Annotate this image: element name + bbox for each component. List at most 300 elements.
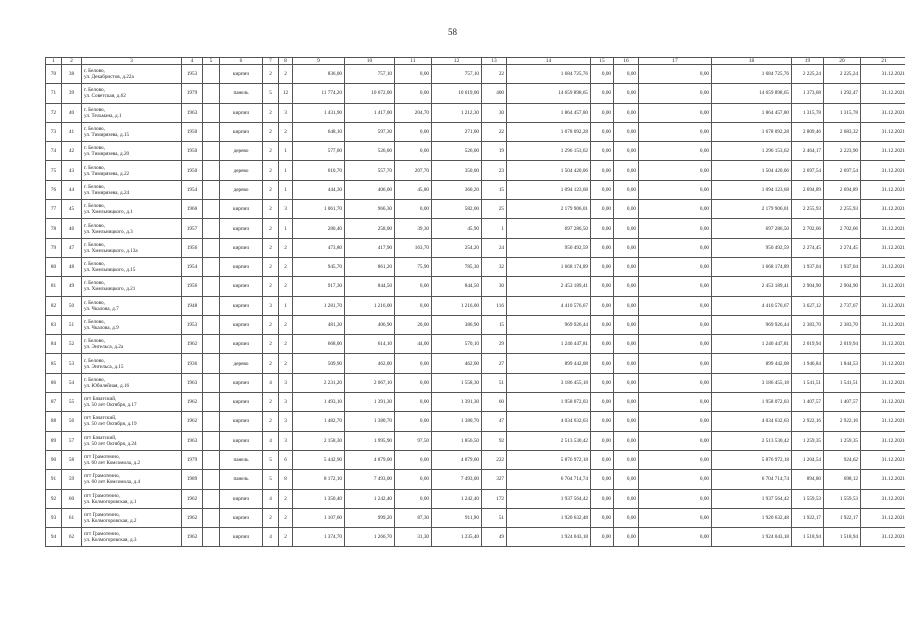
cell-c13: 30 xyxy=(482,103,507,122)
cell-a10: 1 417,00 xyxy=(345,103,395,122)
column-header: 9 xyxy=(293,58,345,65)
cell-c17: 0,00 xyxy=(639,161,712,180)
cell-c14: 5 876 972,18 xyxy=(507,450,591,469)
cell-c16: 0,00 xyxy=(614,142,639,161)
cell-a10: 406,90 xyxy=(345,315,395,334)
cell-floors: 2 xyxy=(263,238,279,257)
cell-a10: 861,20 xyxy=(345,257,395,276)
column-number-row xyxy=(46,58,905,65)
cell-c16: 0,00 xyxy=(614,315,639,334)
cell-a11: 44,00 xyxy=(395,335,432,354)
column-header: 18 xyxy=(712,58,792,65)
cell-entr: 3 xyxy=(279,412,293,431)
cell-c13: 51 xyxy=(482,508,507,527)
cell-a9: 2 158,30 xyxy=(293,431,345,450)
cell-a12: 570,10 xyxy=(432,335,482,354)
cell-c19: 1 204,54 xyxy=(792,450,824,469)
cell-c20: 1 259,35 xyxy=(824,431,861,450)
cell-c15: 0,00 xyxy=(591,161,614,180)
cell-c13: 47 xyxy=(482,412,507,431)
cell-year: 1956 xyxy=(182,277,203,296)
cell-date: 31.12.2021 xyxy=(861,296,905,315)
cell-id: 62 xyxy=(62,528,82,547)
cell-a9: 577,00 xyxy=(293,142,345,161)
column-header: 4 xyxy=(182,58,203,65)
cell-a9: 1 374,70 xyxy=(293,528,345,547)
cell-a12: 785,30 xyxy=(432,257,482,276)
cell-floors: 2 xyxy=(263,200,279,219)
cell-c19: 2 904,90 xyxy=(792,277,824,296)
column-header: 17 xyxy=(639,58,712,65)
cell-c18: 1 094 123,68 xyxy=(712,180,792,199)
cell-c16: 0,00 xyxy=(614,180,639,199)
cell-id: 56 xyxy=(62,412,82,431)
cell-c18: 1 924 043,18 xyxy=(712,528,792,547)
address-locality: г. Белово, xyxy=(84,222,105,229)
cell-c18: 1 296 153,62 xyxy=(712,142,792,161)
cell-c16: 0,00 xyxy=(614,489,639,508)
table-row xyxy=(46,122,905,141)
cell-date: 31.12.2021 xyxy=(861,277,905,296)
cell-c5 xyxy=(203,142,220,161)
cell-date: 31.12.2021 xyxy=(861,122,905,141)
table-row xyxy=(46,161,905,180)
cell-c15: 0,00 xyxy=(591,508,614,527)
cell-c17: 0,00 xyxy=(639,296,712,315)
cell-floors: 2 xyxy=(263,508,279,527)
address-street: ул. Тимирязева, д.24 xyxy=(84,189,130,196)
column-header: 8 xyxy=(279,58,293,65)
cell-c14: 1 504 420,06 xyxy=(507,161,591,180)
column-header: 11 xyxy=(395,58,432,65)
address-locality: пгт Бачатский, xyxy=(84,415,117,422)
cell-c20: 698,12 xyxy=(824,470,861,489)
cell-mat: кирпич xyxy=(220,257,263,276)
cell-id: 61 xyxy=(62,508,82,527)
cell-year: 1963 xyxy=(182,431,203,450)
column-header: 5 xyxy=(203,58,220,65)
cell-entr: 2 xyxy=(279,277,293,296)
cell-id: 55 xyxy=(62,393,82,412)
address-locality: г. Белово, xyxy=(84,319,105,325)
cell-entr: 3 xyxy=(279,373,293,392)
address-street: ул. Декабристов, д.22а xyxy=(84,74,134,81)
cell-c5 xyxy=(203,528,220,547)
cell-c14: 969 926,44 xyxy=(507,315,591,334)
cell-c18: 6 704 714,74 xyxy=(712,470,792,489)
column-header: 19 xyxy=(792,58,824,65)
address-locality: пгт Грамотеино, xyxy=(84,511,120,518)
cell-c18: 1 504 420,06 xyxy=(712,161,792,180)
column-header: 3 xyxy=(82,58,182,65)
cell-c13: 29 xyxy=(482,335,507,354)
cell-c14: 1 094 123,68 xyxy=(507,180,591,199)
cell-entr: 2 xyxy=(279,354,293,373)
address-cell xyxy=(82,373,182,392)
cell-a11: 0,00 xyxy=(395,84,432,103)
cell-id: 40 xyxy=(62,103,82,122)
address-locality: г. Белово, xyxy=(84,376,105,383)
cell-c17: 0,00 xyxy=(639,84,712,103)
cell-a11: 31,30 xyxy=(395,528,432,547)
cell-floors: 2 xyxy=(263,103,279,122)
cell-entr: 1 xyxy=(279,161,293,180)
address-street: ул. Советская, д.62 xyxy=(84,93,126,100)
cell-mat: кирпич xyxy=(220,528,263,547)
cell-c15: 0,00 xyxy=(591,315,614,334)
cell-mat: кирпич xyxy=(220,200,263,219)
cell-c20: 2 697,54 xyxy=(824,161,861,180)
cell-floors: 2 xyxy=(263,412,279,431)
cell-c13: 24 xyxy=(482,238,507,257)
address-street: ул. 60 лет Комсомола, д.4 xyxy=(84,479,141,486)
cell-floors: 2 xyxy=(263,335,279,354)
cell-c18: 1 920 632,48 xyxy=(712,508,792,527)
address-locality: пгт Бачатский, xyxy=(84,434,117,441)
cell-c19: 1 922,17 xyxy=(792,508,824,527)
cell-c13: 51 xyxy=(482,373,507,392)
cell-a9: 444,30 xyxy=(293,180,345,199)
table-row xyxy=(46,219,905,238)
address-cell xyxy=(82,354,182,373)
cell-a12: 4 879,00 xyxy=(432,450,482,469)
cell-mat: кирпич xyxy=(220,219,263,238)
cell-mat: дерево xyxy=(220,180,263,199)
cell-c20: 2 694,89 xyxy=(824,180,861,199)
cell-c15: 0,00 xyxy=(591,200,614,219)
cell-c19: 2 019,94 xyxy=(792,335,824,354)
cell-c18: 4 410 576,67 xyxy=(712,296,792,315)
cell-c18: 1 864 457,80 xyxy=(712,103,792,122)
cell-date: 31.12.2021 xyxy=(861,489,905,508)
cell-c16: 0,00 xyxy=(614,277,639,296)
cell-c16: 0,00 xyxy=(614,528,639,547)
address-locality: г. Белово, xyxy=(84,357,105,364)
cell-mat: кирпич xyxy=(220,393,263,412)
cell-c15: 0,00 xyxy=(591,335,614,354)
cell-c5 xyxy=(203,219,220,238)
cell-c5 xyxy=(203,296,220,315)
cell-n: 72 xyxy=(46,103,62,122)
cell-c19: 1 559,53 xyxy=(792,489,824,508)
cell-n: 90 xyxy=(46,450,62,469)
cell-year: 1960 xyxy=(182,200,203,219)
address-locality: г. Белово, xyxy=(84,261,105,268)
address-street: ул. Тимирязева, д.15 xyxy=(84,132,130,139)
cell-a9: 917,30 xyxy=(293,277,345,296)
cell-c13: 32 xyxy=(482,257,507,276)
cell-c20: 1 407,57 xyxy=(824,393,861,412)
cell-floors: 5 xyxy=(263,450,279,469)
cell-c14: 1 864 457,80 xyxy=(507,103,591,122)
cell-c18: 2 179 906,01 xyxy=(712,200,792,219)
cell-floors: 2 xyxy=(263,180,279,199)
table-row xyxy=(46,489,905,508)
cell-year: 1950 xyxy=(182,142,203,161)
cell-mat: кирпич xyxy=(220,277,263,296)
cell-c17: 0,00 xyxy=(639,103,712,122)
column-header: 12 xyxy=(432,58,482,65)
address-cell xyxy=(82,412,182,431)
cell-c17: 0,00 xyxy=(639,393,712,412)
cell-c13: 22 xyxy=(482,122,507,141)
address-street: ул. Колмогоровская, д.1 xyxy=(84,498,137,505)
cell-c19: 2 697,54 xyxy=(792,161,824,180)
cell-c14: 1 668 174,89 xyxy=(507,257,591,276)
page-number: 58 xyxy=(448,27,457,37)
address-cell xyxy=(82,161,182,180)
address-street: ул. Энгельса, д.15 xyxy=(84,363,124,370)
cell-c15: 0,00 xyxy=(591,393,614,412)
cell-c5 xyxy=(203,315,220,334)
cell-mat: кирпич xyxy=(220,296,263,315)
cell-c13: 25 xyxy=(482,200,507,219)
address-cell xyxy=(82,296,182,315)
cell-n: 71 xyxy=(46,84,62,103)
cell-c19: 1 518,94 xyxy=(792,528,824,547)
cell-c16: 0,00 xyxy=(614,470,639,489)
cell-mat: кирпич xyxy=(220,431,263,450)
cell-c20: 924,62 xyxy=(824,450,861,469)
cell-c19: 2 274,45 xyxy=(792,238,824,257)
cell-a11: 0,00 xyxy=(395,354,432,373)
cell-a9: 481,30 xyxy=(293,315,345,334)
cell-c5 xyxy=(203,84,220,103)
cell-c17: 0,00 xyxy=(639,412,712,431)
cell-c20: 2 255,93 xyxy=(824,200,861,219)
table-row xyxy=(46,335,905,354)
cell-floors: 2 xyxy=(263,257,279,276)
address-cell xyxy=(82,393,182,412)
cell-year: 1954 xyxy=(182,180,203,199)
cell-c13: 27 xyxy=(482,354,507,373)
cell-mat: кирпич xyxy=(220,103,263,122)
cell-id: 48 xyxy=(62,257,82,276)
address-cell xyxy=(82,219,182,238)
cell-a10: 462,00 xyxy=(345,354,395,373)
cell-c15: 0,00 xyxy=(591,412,614,431)
cell-a11: 75,90 xyxy=(395,257,432,276)
cell-c5 xyxy=(203,393,220,412)
cell-a10: 4 879,00 xyxy=(345,450,395,469)
cell-floors: 4 xyxy=(263,431,279,450)
cell-c18: 4 034 632,63 xyxy=(712,412,792,431)
cell-c17: 0,00 xyxy=(639,142,712,161)
cell-year: 1936 xyxy=(182,354,203,373)
cell-a9: 1 493,10 xyxy=(293,393,345,412)
cell-a10: 597,30 xyxy=(345,122,395,141)
cell-c14: 14 659 898,65 xyxy=(507,84,591,103)
cell-c16: 0,00 xyxy=(614,103,639,122)
cell-c15: 0,00 xyxy=(591,528,614,547)
cell-c17: 0,00 xyxy=(639,257,712,276)
address-locality: пгт Грамотеино, xyxy=(84,492,120,499)
cell-a10: 557,70 xyxy=(345,161,395,180)
cell-c19: 1 541,51 xyxy=(792,373,824,392)
cell-entr: 3 xyxy=(279,431,293,450)
cell-a10: 1 266,70 xyxy=(345,528,395,547)
cell-c16: 0,00 xyxy=(614,373,639,392)
cell-mat: кирпич xyxy=(220,238,263,257)
cell-n: 88 xyxy=(46,412,62,431)
address-cell xyxy=(82,84,182,103)
cell-a11: 204,70 xyxy=(395,103,432,122)
cell-n: 91 xyxy=(46,470,62,489)
cell-c19: 1 259,35 xyxy=(792,431,824,450)
cell-c20: 1 518,94 xyxy=(824,528,861,547)
cell-entr: 2 xyxy=(279,238,293,257)
cell-c17: 0,00 xyxy=(639,450,712,469)
cell-c19: 3 627,12 xyxy=(792,296,824,315)
cell-year: 1979 xyxy=(182,84,203,103)
cell-c15: 0,00 xyxy=(591,470,614,489)
cell-id: 52 xyxy=(62,335,82,354)
cell-n: 73 xyxy=(46,122,62,141)
table-row xyxy=(46,315,905,334)
cell-c17: 0,00 xyxy=(639,122,712,141)
cell-id: 53 xyxy=(62,354,82,373)
cell-id: 46 xyxy=(62,219,82,238)
cell-c5 xyxy=(203,277,220,296)
address-cell xyxy=(82,200,182,219)
cell-c13: 23 xyxy=(482,161,507,180)
cell-c5 xyxy=(203,200,220,219)
cell-a11: 163,70 xyxy=(395,238,432,257)
cell-c19: 2 255,93 xyxy=(792,200,824,219)
cell-a10: 406,00 xyxy=(345,180,395,199)
cell-entr: 2 xyxy=(279,528,293,547)
cell-entr: 2 xyxy=(279,257,293,276)
cell-c14: 1 240 447,81 xyxy=(507,335,591,354)
cell-c15: 0,00 xyxy=(591,103,614,122)
cell-c15: 0,00 xyxy=(591,296,614,315)
address-cell xyxy=(82,470,182,489)
cell-a11: 0,00 xyxy=(395,142,432,161)
cell-c5 xyxy=(203,122,220,141)
cell-date: 31.12.2021 xyxy=(861,373,905,392)
cell-a11: 0,00 xyxy=(395,373,432,392)
cell-c5 xyxy=(203,161,220,180)
cell-c17: 0,00 xyxy=(639,277,712,296)
cell-c15: 0,00 xyxy=(591,450,614,469)
cell-c5 xyxy=(203,354,220,373)
cell-year: 1963 xyxy=(182,103,203,122)
table-row xyxy=(46,373,905,392)
cell-c14: 950 492,59 xyxy=(507,238,591,257)
address-street: ул. 50 лет Октября, д.17 xyxy=(84,402,137,409)
cell-c16: 0,00 xyxy=(614,450,639,469)
cell-a9: 1 107,60 xyxy=(293,508,345,527)
column-header: 1 xyxy=(46,58,62,65)
cell-a10: 1 242,40 xyxy=(345,489,395,508)
cell-n: 80 xyxy=(46,257,62,276)
cell-c17: 0,00 xyxy=(639,489,712,508)
cell-c13: 172 xyxy=(482,489,507,508)
cell-n: 93 xyxy=(46,508,62,527)
address-cell xyxy=(82,122,182,141)
cell-c18: 950 492,59 xyxy=(712,238,792,257)
cell-n: 82 xyxy=(46,296,62,315)
table-row xyxy=(46,296,905,315)
cell-c5 xyxy=(203,470,220,489)
address-street: ул. Хмельницкого, д.3 xyxy=(84,228,133,235)
cell-c19: 894,80 xyxy=(792,470,824,489)
cell-a12: 1 558,30 xyxy=(432,373,482,392)
address-cell xyxy=(82,65,182,84)
cell-date: 31.12.2021 xyxy=(861,161,905,180)
cell-c16: 0,00 xyxy=(614,200,639,219)
cell-floors: 2 xyxy=(263,315,279,334)
cell-c13: 15 xyxy=(482,180,507,199)
cell-a9: 1 281,70 xyxy=(293,296,345,315)
table-row xyxy=(46,238,905,257)
cell-mat: кирпич xyxy=(220,508,263,527)
cell-a11: 39,30 xyxy=(395,219,432,238)
cell-c18: 1 684 725,76 xyxy=(712,65,792,84)
address-street: ул. Чкалова, д.9 xyxy=(84,325,119,331)
cell-year: 1962 xyxy=(182,508,203,527)
cell-a12: 526,00 xyxy=(432,142,482,161)
cell-c14: 899 442,08 xyxy=(507,354,591,373)
cell-a12: 45,90 xyxy=(432,219,482,238)
column-header: 10 xyxy=(345,58,395,65)
cell-c14: 4 034 632,63 xyxy=(507,412,591,431)
cell-a12: 1 391,30 xyxy=(432,393,482,412)
cell-a9: 668,00 xyxy=(293,335,345,354)
cell-c15: 0,00 xyxy=(591,65,614,84)
cell-a12: 1 242,40 xyxy=(432,489,482,508)
cell-c16: 0,00 xyxy=(614,296,639,315)
cell-c20: 2 274,45 xyxy=(824,238,861,257)
cell-a11: 87,30 xyxy=(395,508,432,527)
cell-c14: 4 410 576,67 xyxy=(507,296,591,315)
cell-a10: 2 067,10 xyxy=(345,373,395,392)
cell-c20: 2 383,70 xyxy=(824,315,861,334)
address-street: ул. Тельмана, д.1 xyxy=(84,112,122,119)
cell-date: 31.12.2021 xyxy=(861,257,905,276)
cell-entr: 3 xyxy=(279,200,293,219)
cell-year: 1962 xyxy=(182,393,203,412)
cell-c20: 2 019,94 xyxy=(824,335,861,354)
cell-c20: 2 702,66 xyxy=(824,219,861,238)
cell-mat: панель xyxy=(220,470,263,489)
cell-n: 85 xyxy=(46,354,62,373)
column-header: 21 xyxy=(861,58,905,65)
cell-floors: 2 xyxy=(263,219,279,238)
cell-a10: 844,50 xyxy=(345,277,395,296)
address-street: ул. Юбилейная, д.16 xyxy=(84,382,130,389)
address-locality: г. Белово, xyxy=(84,106,105,113)
cell-c20: 1 922,17 xyxy=(824,508,861,527)
cell-a9: 280,40 xyxy=(293,219,345,238)
cell-floors: 2 xyxy=(263,142,279,161)
cell-mat: кирпич xyxy=(220,315,263,334)
cell-c14: 1 937 564,42 xyxy=(507,489,591,508)
cell-date: 31.12.2021 xyxy=(861,180,905,199)
cell-c16: 0,00 xyxy=(614,508,639,527)
cell-floors: 4 xyxy=(263,489,279,508)
cell-a9: 11 774,20 xyxy=(293,84,345,103)
cell-c18: 3 186 455,18 xyxy=(712,373,792,392)
cell-c17: 0,00 xyxy=(639,335,712,354)
cell-c14: 3 186 455,18 xyxy=(507,373,591,392)
cell-entr: 2 xyxy=(279,335,293,354)
cell-date: 31.12.2021 xyxy=(861,528,905,547)
cell-c5 xyxy=(203,257,220,276)
cell-c15: 0,00 xyxy=(591,354,614,373)
cell-c15: 0,00 xyxy=(591,238,614,257)
cell-c20: 2 683,32 xyxy=(824,122,861,141)
